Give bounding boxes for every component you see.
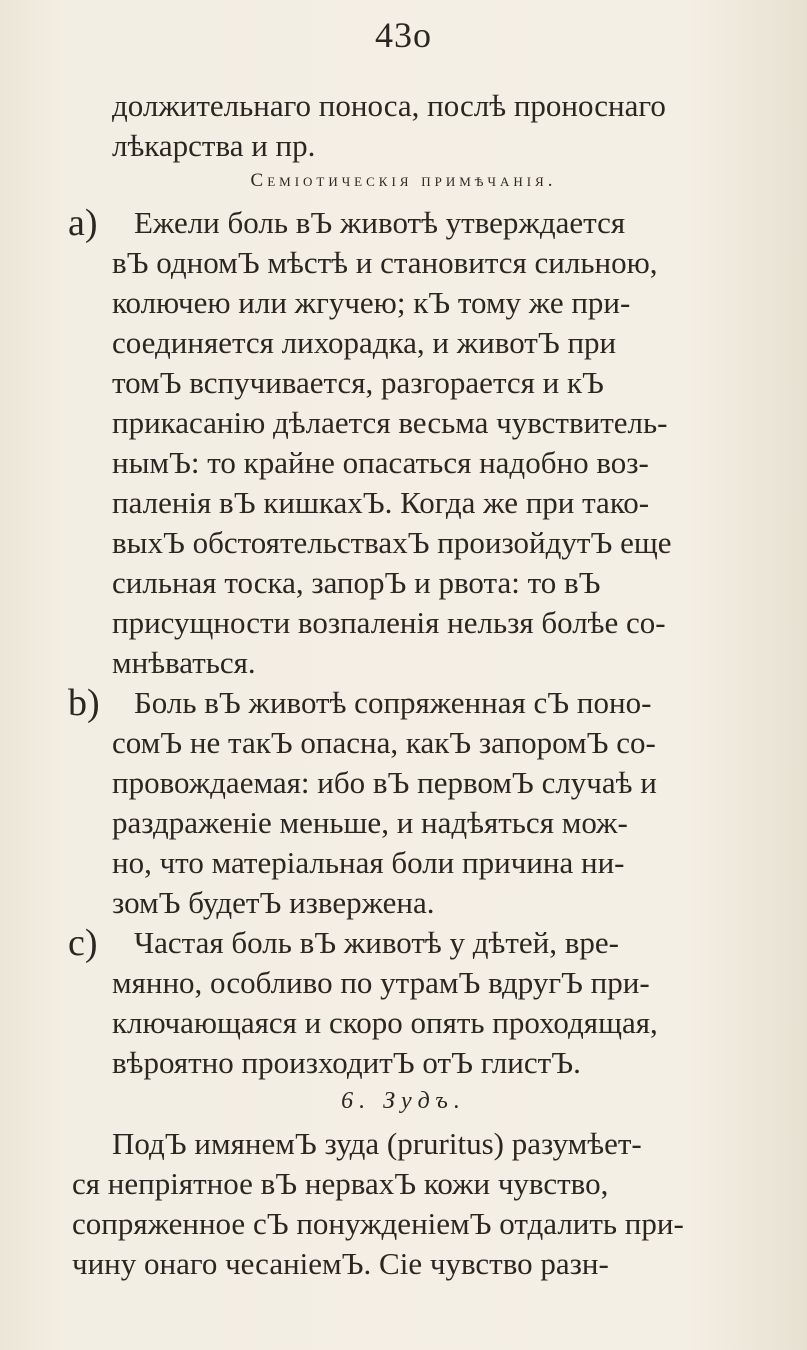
- note-line: паленiя вЪ кишкахЪ. Когда же при тако-: [112, 485, 650, 520]
- intro-line: должительнаго поноса, послѣ проноснаго: [112, 88, 666, 123]
- note-line: Ежели боль вЪ животѣ утверждается: [134, 205, 626, 240]
- body-line: ПодЪ имянемЪ зуда (pruritus) разумѣет-: [112, 1126, 642, 1161]
- note-line: но, что матерiальная боли причина ни-: [112, 845, 625, 880]
- note-line: соединяется лихорадка, и животЪ при: [112, 325, 617, 360]
- note-line: Частая боль вЪ животѣ у дѣтей, вре-: [134, 925, 619, 960]
- note-line: мнѣваться.: [112, 645, 256, 680]
- note-line: вЪ одномЪ мѣстѣ и становится сильною,: [112, 245, 658, 280]
- note-line: прикасанiю дѣлается весьма чувствитель-: [112, 405, 668, 440]
- note-line: нымЪ: то крайне опасаться надобно воз-: [112, 445, 649, 480]
- note-line: присущности возпаленiя нельзя болѣе со-: [112, 605, 666, 640]
- body-line: чину онаго чесанiемЪ. Сiе чувство разн-: [72, 1246, 609, 1281]
- note-line: Боль вЪ животѣ сопряженная сЪ поно-: [134, 685, 652, 720]
- note-line: колючею или жгучею; кЪ тому же при-: [112, 285, 631, 320]
- note-line: ключающаяся и скоро опять проходящая,: [112, 1005, 658, 1040]
- note-marker-a: a): [68, 202, 98, 244]
- body-line: сопряженное сЪ понужденiемЪ отдалить при-: [72, 1206, 684, 1241]
- intro-line: лѣкарства и пр.: [112, 128, 316, 163]
- note-line: выхЪ обстоятельствахЪ произойдутЪ еще: [112, 525, 672, 560]
- note-line: провождаемая: ибо вЪ первомЪ случаѣ и: [112, 765, 657, 800]
- note-line: раздраженiе меньше, и надѣяться мож-: [112, 805, 628, 840]
- note-marker-c: c): [68, 922, 98, 964]
- note-line: зомЪ будетЪ извержена.: [112, 885, 435, 920]
- note-line: томЪ вспучивается, разгорается и кЪ: [112, 365, 604, 400]
- body-line: ся непрiятное вЪ нервахЪ кожи чувство,: [72, 1166, 609, 1201]
- note-marker-b: b): [68, 682, 100, 724]
- subsection-heading: 6. Зудъ.: [341, 1088, 466, 1114]
- note-line: мянно, особливо по утрамЪ вдругЪ при-: [112, 965, 650, 1000]
- note-line: сомЪ не такЪ опасна, какЪ запоромЪ со-: [112, 725, 656, 760]
- page-number: 43о: [375, 15, 432, 55]
- section-heading: Семiотическiя примѣчанiя.: [250, 170, 557, 191]
- note-line: сильная тоска, запорЪ и рвота: то вЪ: [112, 565, 601, 600]
- note-line: вѣроятно произходитЪ отЪ глистЪ.: [112, 1045, 581, 1080]
